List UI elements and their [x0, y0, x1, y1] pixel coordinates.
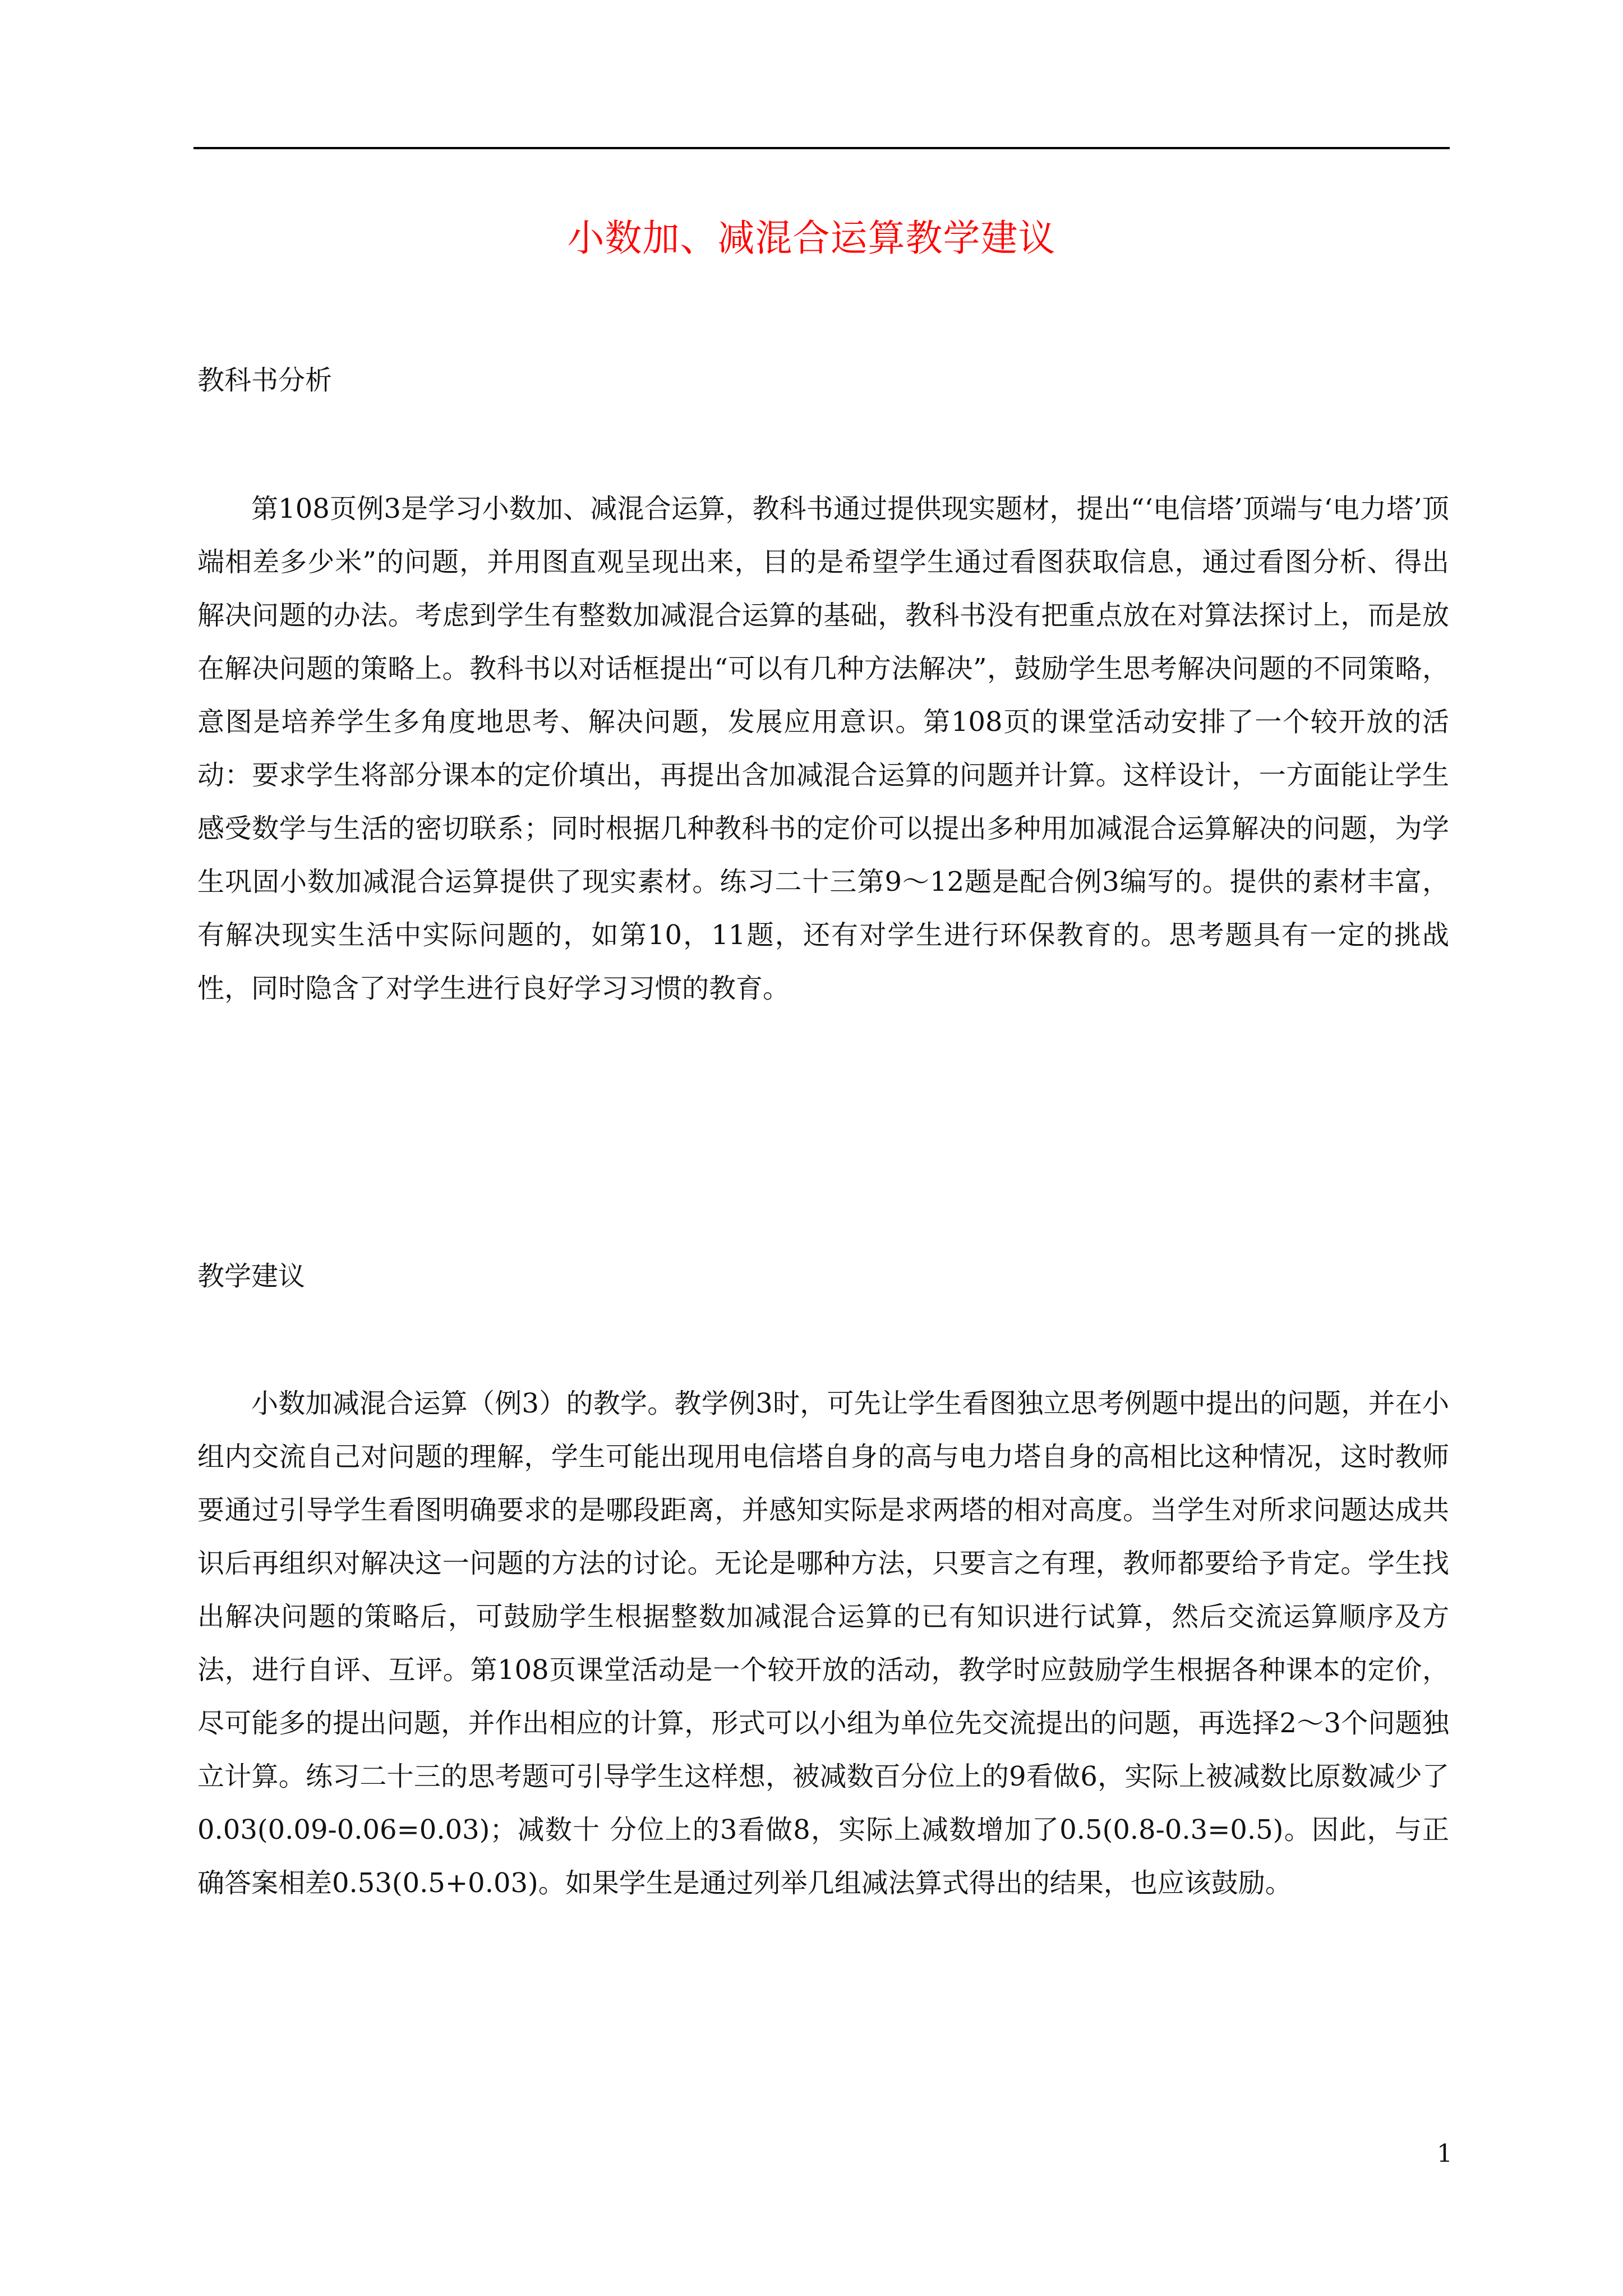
paragraph-textbook-analysis: 第108页例3是学习小数加、减混合运算，教科书通过提供现实题材，提出“‘电信塔’顶端与‘电力塔’顶端相差多少米”的问题，并用图直观呈现出来，目的是希望学生通过看图获取信息，通过看图分析、得出解决问题的办法。考虑到学生有整数加减混合运算的基础，教科书没有把重点放在对算法探讨上，而是放在解决问题的策略上。教科书以对话框提出“可以有几种方法解决”，鼓励学生思考解决问题的不同策略，意图是培养学生多角度地思考、解决问题，发展应用意识。第108页的课堂活动安排了一个较开放的活动：要求学生将部分课本的定价填出，再提出含加减混合运算的问题并计算。这样设计，一方面能让学生感受数学与生活的密切联系；同时根据几种教科书的定价可以提出多种用加减混合运算解决的问题，为学生巩固小数加减混合运算提供了现实素材。练习二十三第9～12题是配合例3编写的。提供的素材丰富，有解决现实生活中实际问题的，如第10，11题，还有对学生进行环保教育的。思考题具有一定的挑战性，同时隐含了对学生进行良好学习习惯的教育。 — [197, 493, 1449, 1004]
document-title: 小数加、减混合运算教学建议 — [567, 217, 1056, 260]
paragraph-teaching-suggestions: 小数加减混合运算（例3）的教学。教学例3时，可先让学生看图独立思考例题中提出的问题，并在小组内交流自己对问题的理解，学生可能出现用电信塔自身的高与电力塔自身的高相比这种情况，这时教师要通过引导学生看图明确要求的是哪段距离，并感知实际是求两塔的相对高度。当学生对所求问题达成共识后再组织对解决这一问题的方法的讨论。无论是哪种方法，只要言之有理，教师都要给予肯定。学生找出解决问题的策略后，可鼓励学生根据整数加减混合运算的已有知识进行试算，然后交流运算顺序及方法，进行自评、互评。第108页课堂活动是一个较开放的活动，教学时应鼓励学生根据各种课本的定价，尽可能多的提出问题，并作出相应的计算，形式可以小组为单位先交流提出的问题，再选择2～3个问题独立计算。练习二十三的思考题可引导学生这样想，被减数百分位上的9看做6，实际上被减数比原数减少了0.03(0.09-0.06=0.03)；减数十 分位上的3看做8，实际上减数增加了0.5(0.8-0.3=0.5)。因此，与正确答案相差0.53(0.5+0.03)。如果学生是通过列举几组减法算式得出的结果，也应该鼓励。 — [197, 1388, 1449, 1899]
section-heading-textbook-analysis: 教科书分析 — [197, 365, 333, 396]
header-rule — [193, 147, 1450, 149]
section-heading-teaching-suggestions: 教学建议 — [197, 1260, 306, 1292]
page-number: 1 — [1437, 2139, 1453, 2168]
